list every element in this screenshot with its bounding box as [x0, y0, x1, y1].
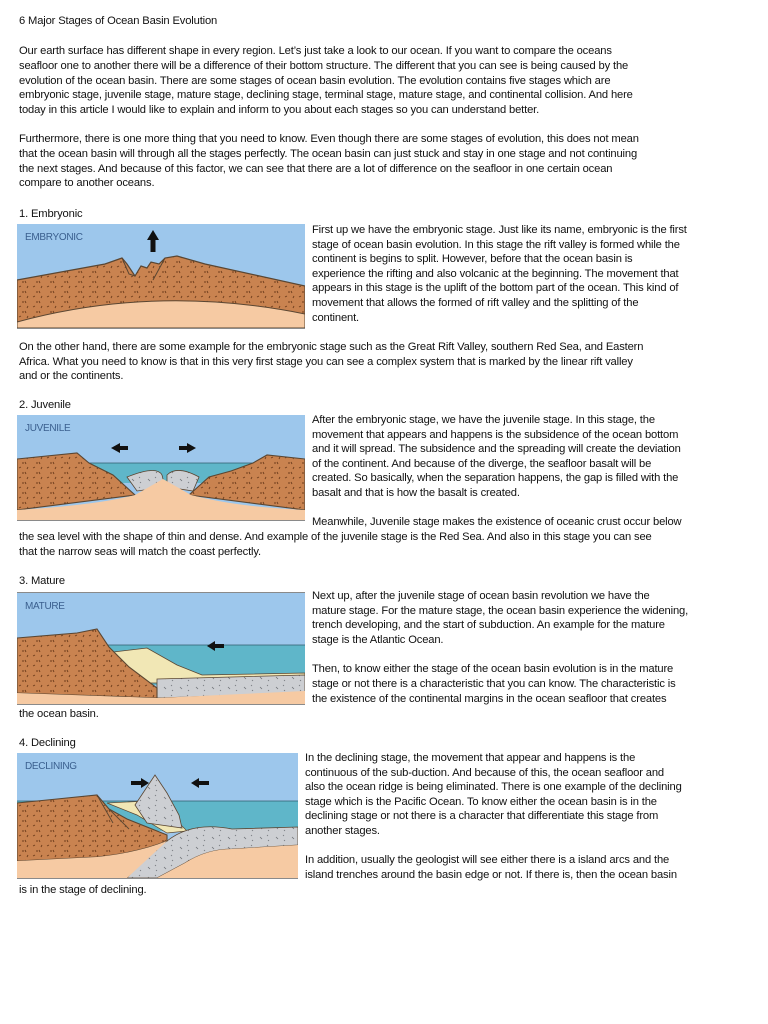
text-line: another stages.	[305, 825, 380, 837]
text-line: continuous of the sub-duction. And because of this, the ocean seafloor and	[305, 767, 664, 779]
text-line: Meanwhile, Juvenile stage makes the existence of oceanic crust occur below	[312, 516, 682, 528]
text-line: and it will spread. The subsidence and the spreading will create the deviation	[312, 443, 681, 455]
section-heading-mature: 3. Mature	[19, 575, 65, 587]
text-line: movement that appears and happens is the subsidence of the ocean bottom	[312, 429, 679, 441]
text-line: the sea level with the shape of thin and dense. And example of the juvenile stage is the Red Sea. And also in this stage you can see	[19, 531, 652, 543]
text-line: evolution of the ocean basin. There are some stages of ocean basin evolution. The evolution contains five stages which are	[19, 75, 611, 87]
text-line: In addition, usually the geologist will see either there is a island arcs and the	[305, 854, 670, 866]
text-line: the existence of the continental margins in the ocean seafloor that creates	[312, 693, 667, 705]
text-line: stage which is the Pacific Ocean. To know either the ocean basin is in the	[305, 796, 657, 808]
text-line: seafloor one to another there will be a difference of their bottom structure. The different that you can see is being caused by the	[19, 60, 629, 72]
text-line: In the declining stage, the movement that appear and happens is the	[305, 752, 636, 764]
text-line: First up we have the embryonic stage. Just like its name, embryonic is the first	[312, 224, 687, 236]
text-line: mature stage. For the mature stage, the ocean basin experience the widening,	[312, 605, 689, 617]
text-line: the ocean basin.	[19, 708, 99, 720]
text-line: Africa. What you need to know is that in this very first stage you can see a complex system that is marked by the linear rift valley	[19, 356, 633, 368]
text-line: also the ocean ridge is being eliminated. There is one example of the declining	[305, 781, 682, 793]
text-line: movement that allows the formed of rift valley and the splitting of the	[312, 297, 639, 309]
text-line: embryonic stage, juvenile stage, mature stage, declining stage, terminal stage, mature stage, and continental collision. And here	[19, 89, 633, 101]
text-line: that the ocean basin will through all the stages perfectly. The ocean basin can just stuck and stay in one stage and not continuing	[19, 148, 638, 160]
text-line: island trenches around the basin edge or not. If there is, then the ocean basin	[305, 869, 677, 881]
text-line: Then, to know either the stage of the ocean basin evolution is in the mature	[312, 663, 674, 675]
section-heading-juvenile: 2. Juvenile	[19, 399, 71, 411]
text-line: stage of ocean basin evolution. In this stage the rift valley is formed while the	[312, 239, 680, 251]
text-line: Next up, after the juvenile stage of ocean basin revolution we have the	[312, 590, 650, 602]
text-line: appears in this stage is the uplift of the bottom part of the ocean. This kind of	[312, 282, 679, 294]
figure-embryonic	[17, 224, 305, 329]
text-line: created. So basically, when the separation happens, the gap is filled with the	[312, 472, 679, 484]
figure-label: DECLINING	[25, 761, 77, 772]
text-line: basalt and that is how the basalt is created.	[312, 487, 520, 499]
text-line: stage is the Atlantic Ocean.	[312, 634, 444, 646]
document-title: 6 Major Stages of Ocean Basin Evolution	[19, 15, 218, 27]
text-line: compare to another oceans.	[19, 177, 155, 189]
section-heading-declining: 4. Declining	[19, 737, 76, 749]
text-line: Furthermore, there is one more thing that you need to know. Even though there are some stages of evolution, this does not mean	[19, 133, 639, 145]
text-line: trench developing, and the start of subduction. An example for the mature	[312, 619, 665, 631]
figure-label: MATURE	[25, 601, 65, 612]
text-line: and or the continents.	[19, 370, 124, 382]
figure-declining	[17, 753, 298, 879]
text-line: the next stages. And because of this factor, we can see that there are a lot of difference on the seafloor in one certain ocean	[19, 163, 613, 175]
text-line: declining stage or not there is a character that differentiate this stage from	[305, 810, 659, 822]
text-line: experience the rifting and also volcanic at the beginning. The movement that	[312, 268, 679, 280]
figure-mature	[17, 592, 305, 705]
figure-label: JUVENILE	[25, 423, 71, 434]
figure-label: EMBRYONIC	[25, 232, 83, 243]
section-heading-embryonic: 1. Embryonic	[19, 208, 83, 220]
text-line: stage or not there is a characteristic that you can know. The characteristic is	[312, 678, 676, 690]
text-line: today in this article I would like to explain and inform to you about each stages so you can understand better.	[19, 104, 540, 116]
text-line: Our earth surface has different shape in every region. Let’s just take a look to our ocean. If you want to compare the oceans	[19, 45, 612, 57]
text-line: is in the stage of declining.	[19, 884, 147, 896]
text-line: On the other hand, there are some example for the embryonic stage such as the Great Rift Valley, southern Red Sea, and Eastern	[19, 341, 644, 353]
text-line: that the narrow seas will match the coast perfectly.	[19, 546, 261, 558]
text-line: of the continent. And because of the diverge, the seafloor basalt will be	[312, 458, 652, 470]
text-line: continent.	[312, 312, 360, 324]
text-line: continent is begins to split. However, before that the ocean basin is	[312, 253, 633, 265]
figure-juvenile	[17, 415, 305, 521]
text-line: After the embryonic stage, we have the juvenile stage. In this stage, the	[312, 414, 655, 426]
